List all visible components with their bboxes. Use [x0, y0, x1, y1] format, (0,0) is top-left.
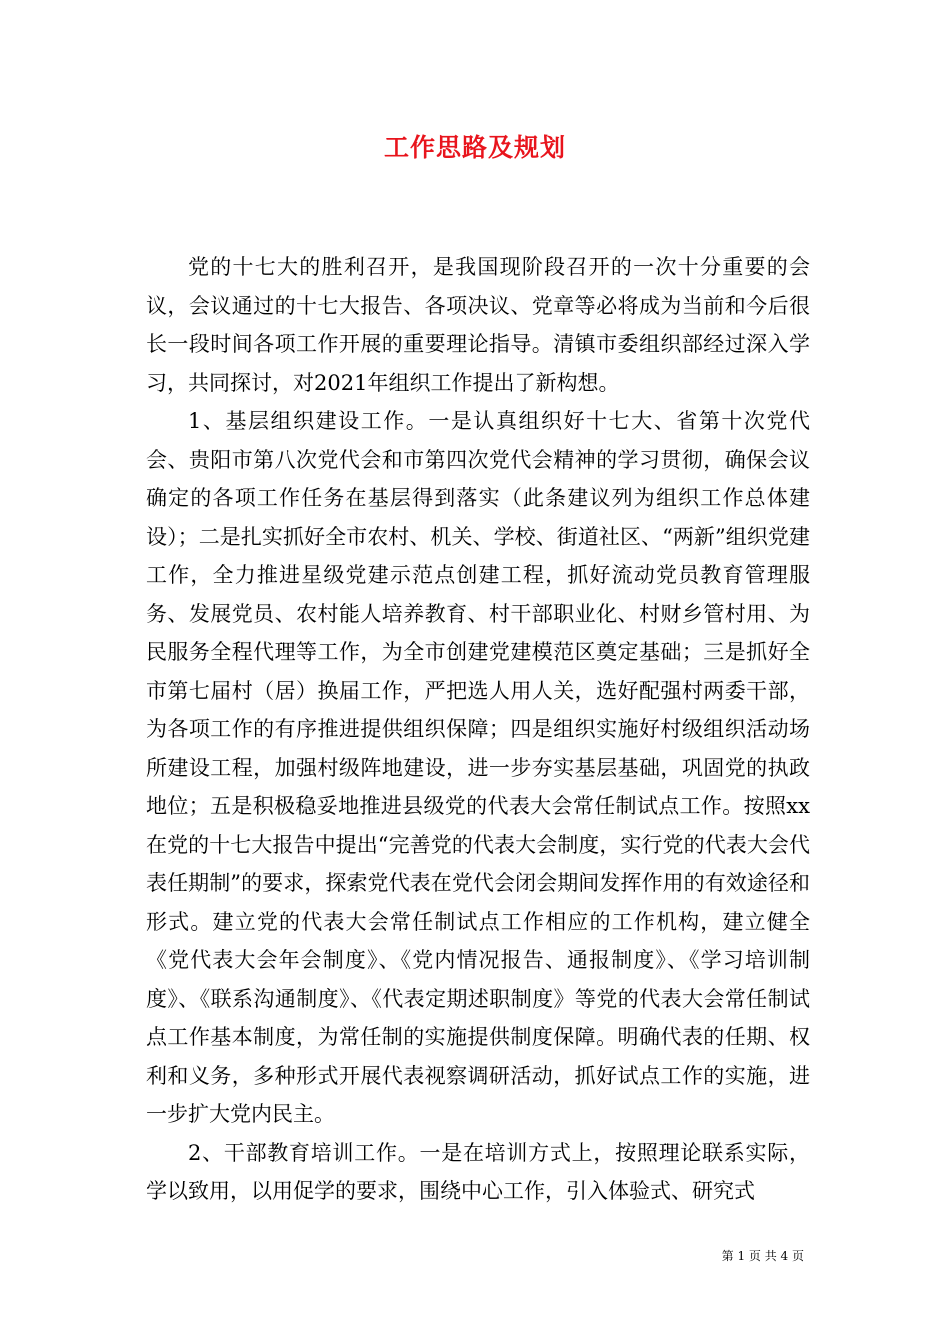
page-number: 第 1 页 共 4 页: [721, 1249, 804, 1263]
paragraph-grassroots-organization: 1、基层组织建设工作。一是认真组织好十七大、省第十次党代会、贵阳市第八次党代会和市第四次党代会精神的学习贯彻，确保会议确定的各项工作任务在基层得到落实（此条建议列为组织工作总体建设）；二是扎实抓好全市农村、机关、学校、街道社区、“两新”组织党建工作，全力推进星级党建示范点创建工程，抓好流动党员教育管理服务、发展党员、农村能人培养教育、村干部职业化、村财乡管村用、为民服务全程代理等工作，为全市创建党建模范区奠定基础；三是抓好全市第七届村（居）换届工作，严把选人用人关，选好配强村两委干部，为各项工作的有序推进提供组织保障；四是组织实施好村级组织活动场所建设工程，加强村级阵地建设，进一步夯实基层基础，巩固党的执政地位；五是积极稳妥地推进县级党的代表大会常任制试点工作。按照xx在党的十七大报告中提出“完善党的代表大会制度，实行党的代表大会代表任期制”的要求，探索党代表在党代会闭会期间发挥作用的有效途径和形式。建立党的代表大会常任制试点工作相应的工作机构，建立健全《党代表大会年会制度》、《党内情况报告、通报制度》、《学习培训制度》、《联系沟通制度》、《代表定期述职制度》等党的代表大会常任制试点工作基本制度，为常任制的实施提供制度保障。明确代表的任期、权利和义务，多种形式开展代表视察调研活动，抓好试点工作的实施，进一步扩大党内民主。: [146, 409, 810, 1126]
paragraph-cadre-training: 2、干部教育培训工作。一是在培训方式上，按照理论联系实际，学以致用，以用促学的要求，围绕中心工作，引入体验式、研究式: [146, 1140, 810, 1203]
document-title: 工作思路及规划: [383, 133, 566, 162]
document-body: [146, 248, 810, 1211]
paragraph-intro: 党的十七大的胜利召开，是我国现阶段召开的一次十分重要的会议，会议通过的十七大报告、各项决议、党章等必将成为当前和今后很长一段时间各项工作开展的重要理论指导。清镇市委组织部经过深入学习，共同探讨，对2021年组织工作提出了新构想。: [146, 255, 810, 395]
